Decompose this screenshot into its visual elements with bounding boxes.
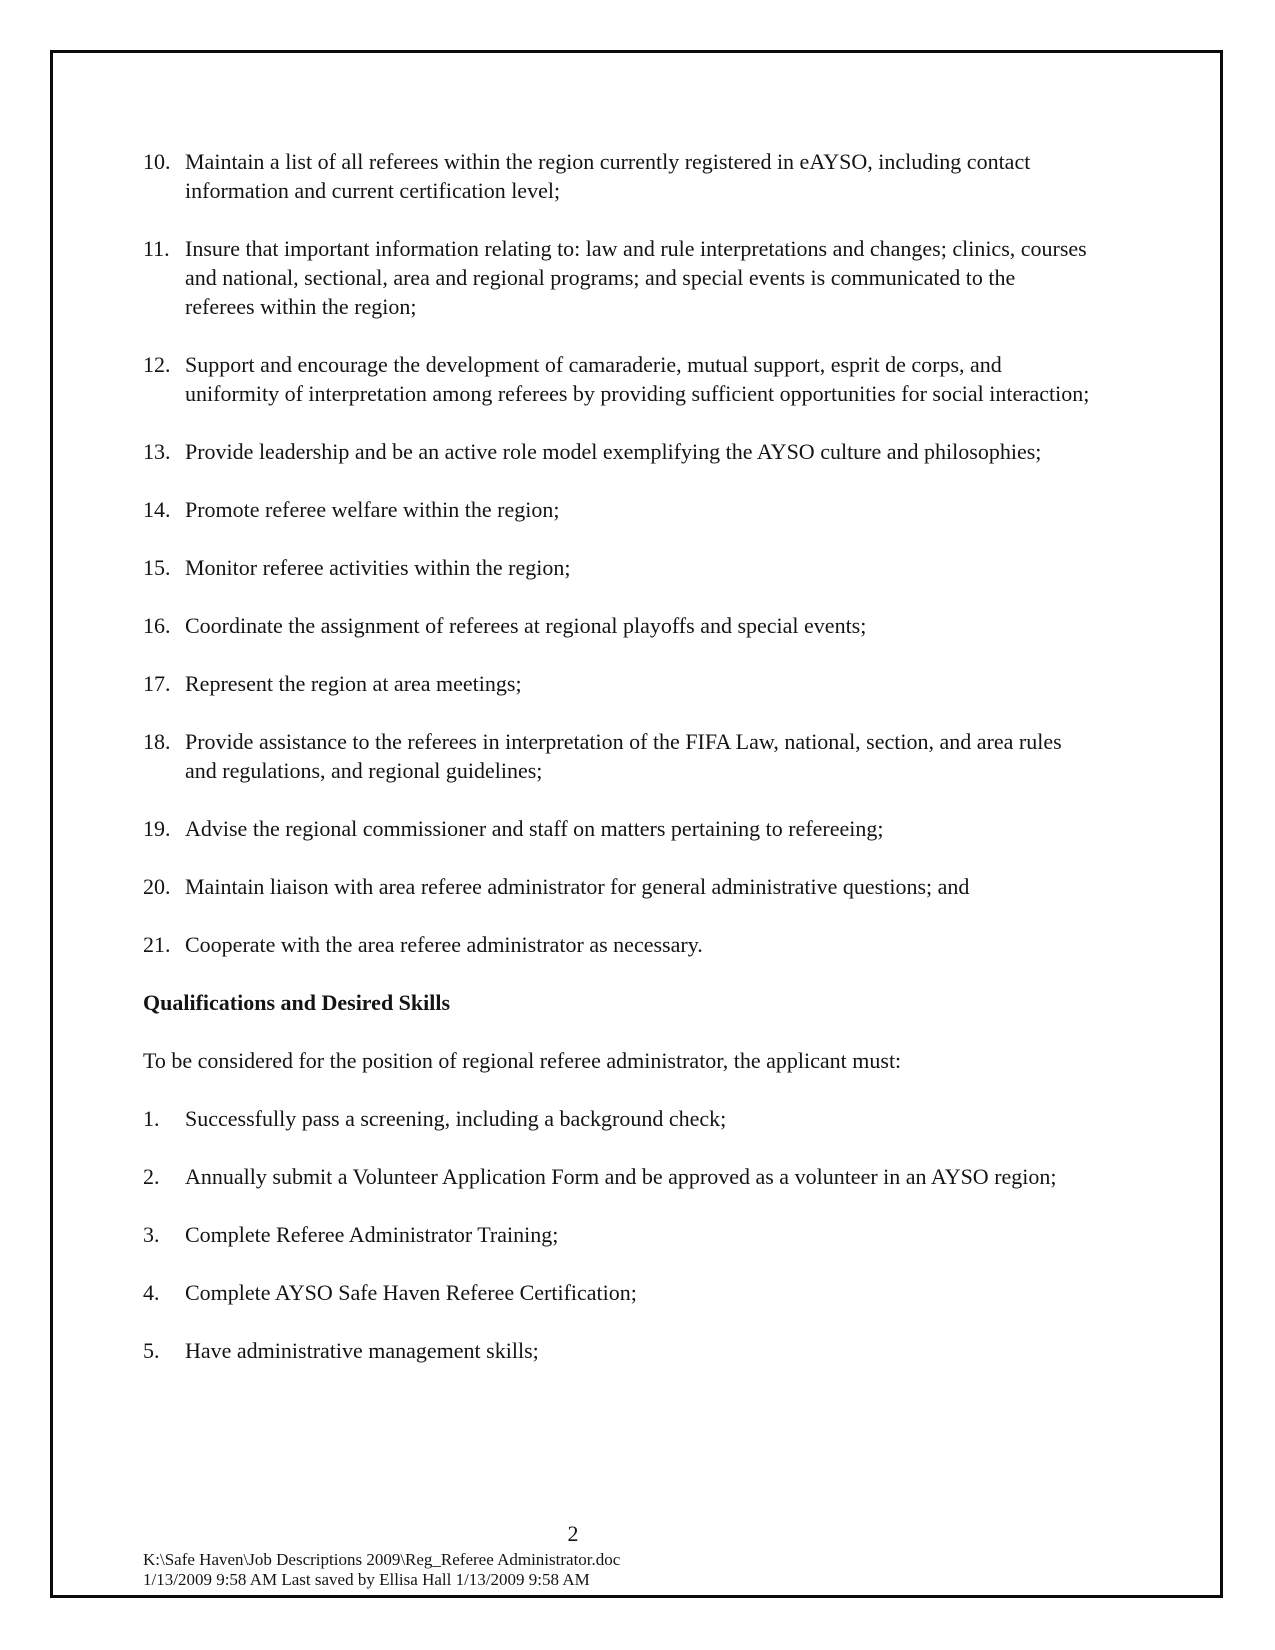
duties-list: [143, 147, 1103, 959]
qualification-list-item: [143, 1104, 1103, 1133]
list-item-text: Advise the regional commissioner and staff on matters pertaining to refereeing;: [185, 816, 884, 841]
list-item-text: Maintain a list of all referees within the region currently registered in eAYSO, including contact information and current certification level;: [185, 149, 1031, 203]
duty-list-item: [143, 553, 1103, 582]
qualifications-list: [143, 1104, 1103, 1365]
qualifications-heading: Qualifications and Desired Skills: [143, 990, 451, 1015]
footer-file-path: K:\Safe Haven\Job Descriptions 2009\Reg_Referee Administrator.doc: [143, 1550, 621, 1569]
list-item-text: Provide leadership and be an active role model exemplifying the AYSO culture and philosophies;: [185, 439, 1042, 464]
page-footer: [143, 1521, 1143, 1590]
duty-list-item: [143, 930, 1103, 959]
qualification-list-item: [143, 1220, 1103, 1249]
list-item-number: 5.: [143, 1338, 160, 1363]
page-number: 2: [567, 1521, 579, 1546]
list-item-number: 11.: [143, 236, 170, 261]
list-item-number: 10.: [143, 149, 171, 174]
list-item-number: 2.: [143, 1164, 160, 1189]
duty-list-item: [143, 350, 1103, 408]
qualification-list-item: [143, 1336, 1103, 1365]
list-item-text: Support and encourage the development of camaraderie, mutual support, esprit de corps, and uniformity of interpretation among referees by providing sufficient opportunities for social interaction;: [185, 352, 1090, 406]
duty-list-item: [143, 495, 1103, 524]
list-item-text: Provide assistance to the referees in interpretation of the FIFA Law, national, section, and area rules and regulations, and regional guidelines;: [185, 729, 1062, 783]
list-item-number: 1.: [143, 1106, 160, 1131]
list-item-number: 4.: [143, 1280, 160, 1305]
duty-list-item: [143, 234, 1103, 321]
list-item-text: Successfully pass a screening, including a background check;: [185, 1106, 727, 1131]
list-item-number: 3.: [143, 1222, 160, 1247]
duty-list-item: [143, 872, 1103, 901]
duty-list-item: [143, 727, 1103, 785]
list-item-number: 19.: [143, 816, 171, 841]
list-item-number: 14.: [143, 497, 171, 522]
page-border: [50, 50, 1223, 1598]
list-item-number: 12.: [143, 352, 171, 377]
list-item-text: Complete Referee Administrator Training;: [185, 1222, 559, 1247]
qualifications-intro: To be considered for the position of regional referee administrator, the applicant must:: [143, 1048, 902, 1073]
list-item-text: Complete AYSO Safe Haven Referee Certification;: [185, 1280, 637, 1305]
list-item-text: Promote referee welfare within the region;: [185, 497, 560, 522]
list-item-text: Maintain liaison with area referee administrator for general administrative questions; and: [185, 874, 970, 899]
list-item-text: Annually submit a Volunteer Application Form and be approved as a volunteer in an AYSO region;: [185, 1164, 1057, 1189]
list-item-number: 15.: [143, 555, 171, 580]
page-content: [143, 147, 1103, 1394]
list-item-text: Coordinate the assignment of referees at regional playoffs and special events;: [185, 613, 867, 638]
footer-saved-line: 1/13/2009 9:58 AM Last saved by Ellisa Hall 1/13/2009 9:58 AM: [143, 1570, 590, 1589]
duty-list-item: [143, 814, 1103, 843]
list-item-number: 16.: [143, 613, 171, 638]
list-item-text: Represent the region at area meetings;: [185, 671, 522, 696]
duty-list-item: [143, 147, 1103, 205]
duty-list-item: [143, 611, 1103, 640]
list-item-number: 20.: [143, 874, 171, 899]
list-item-text: Have administrative management skills;: [185, 1338, 539, 1363]
list-item-number: 18.: [143, 729, 171, 754]
list-item-number: 13.: [143, 439, 171, 464]
list-item-text: Cooperate with the area referee administrator as necessary.: [185, 932, 703, 957]
list-item-number: 21.: [143, 932, 171, 957]
list-item-text: Insure that important information relating to: law and rule interpretations and changes; clinics, courses and national, sectional, area and regional programs; and special events is communicated to the referees within the region;: [185, 236, 1087, 319]
duty-list-item: [143, 669, 1103, 698]
qualification-list-item: [143, 1278, 1103, 1307]
qualification-list-item: [143, 1162, 1103, 1191]
list-item-text: Monitor referee activities within the region;: [185, 555, 571, 580]
list-item-number: 17.: [143, 671, 171, 696]
duty-list-item: [143, 437, 1103, 466]
